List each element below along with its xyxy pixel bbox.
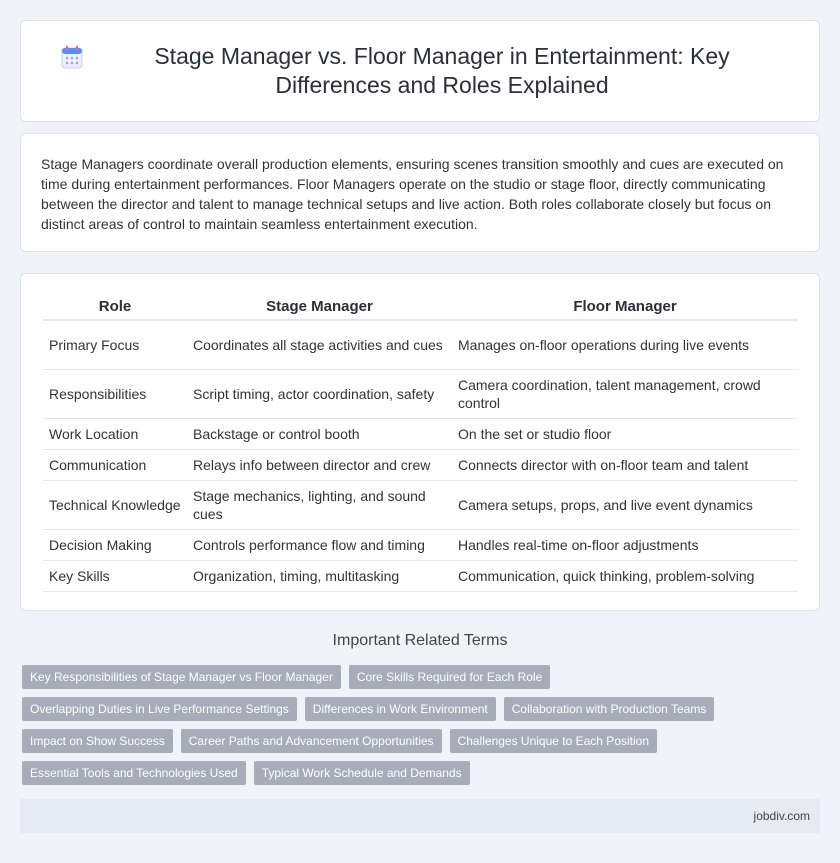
footer [20, 799, 820, 833]
related-term-tag[interactable]: Career Paths and Advancement Opportunities [181, 729, 442, 753]
floor-manager-cell: Handles real-time on-floor adjustments [452, 529, 798, 560]
calendar-icon [61, 45, 83, 69]
table-row [43, 480, 798, 529]
stage-manager-cell: Relays info between director and crew [187, 449, 452, 480]
floor-manager-cell: Camera coordination, talent management, crowd control [452, 369, 798, 418]
table-header-row [43, 294, 798, 320]
header-floor-manager: Floor Manager [452, 294, 798, 320]
intro-card [20, 133, 820, 252]
related-term-tag[interactable]: Essential Tools and Technologies Used [22, 761, 246, 785]
header-role: Role [43, 294, 187, 320]
tag-row [22, 697, 822, 721]
table-row [43, 369, 798, 418]
title-row [21, 21, 819, 121]
stage-manager-cell: Coordinates all stage activities and cues [187, 320, 452, 369]
tag-row [22, 761, 822, 785]
intro-paragraph: Stage Managers coordinate overall production elements, ensuring scenes transition smoothly and cues are executed on time during entertainment performances. Floor Managers operate on the studio or stage floor, directly communicating between the director and talent to manage technical setups and live action. Both roles collaborate closely but focus on distinct areas of control to maintain seamless entertainment execution. [41, 156, 784, 232]
comparison-table [43, 294, 798, 592]
header-stage-manager: Stage Manager [187, 294, 452, 320]
related-terms-title: Important Related Terms [332, 632, 508, 649]
table-row [43, 529, 798, 560]
row-label: Work Location [43, 418, 187, 449]
related-term-tag[interactable]: Collaboration with Production Teams [504, 697, 715, 721]
stage-manager-cell: Stage mechanics, lighting, and sound cues [187, 480, 452, 529]
floor-manager-cell: Connects director with on-floor team and talent [452, 449, 798, 480]
related-term-tag[interactable]: Key Responsibilities of Stage Manager vs Floor Manager [22, 665, 341, 689]
floor-manager-cell: Manages on-floor operations during live events [452, 320, 798, 369]
table-row [43, 418, 798, 449]
row-label: Key Skills [43, 560, 187, 591]
stage-manager-cell: Organization, timing, multitasking [187, 560, 452, 591]
tag-row [22, 729, 822, 753]
footer-site-link[interactable]: jobdiv.com [753, 809, 810, 823]
row-label: Primary Focus [43, 320, 187, 369]
related-terms-list [22, 665, 822, 793]
page-title: Stage Manager vs. Floor Manager in Entertainment: Key Differences and Roles Explained [154, 43, 730, 98]
title-card [20, 20, 820, 122]
stage-manager-cell: Backstage or control booth [187, 418, 452, 449]
floor-manager-cell: Camera setups, props, and live event dynamics [452, 480, 798, 529]
row-label: Technical Knowledge [43, 480, 187, 529]
related-term-tag[interactable]: Challenges Unique to Each Position [450, 729, 657, 753]
floor-manager-cell: On the set or studio floor [452, 418, 798, 449]
related-term-tag[interactable]: Impact on Show Success [22, 729, 173, 753]
table-row [43, 449, 798, 480]
table-row [43, 560, 798, 591]
table-row [43, 320, 798, 369]
related-term-tag[interactable]: Overlapping Duties in Live Performance Settings [22, 697, 297, 721]
related-term-tag[interactable]: Typical Work Schedule and Demands [254, 761, 470, 785]
stage-manager-cell: Script timing, actor coordination, safety [187, 369, 452, 418]
comparison-card [20, 273, 820, 611]
stage-manager-cell: Controls performance flow and timing [187, 529, 452, 560]
row-label: Decision Making [43, 529, 187, 560]
row-label: Responsibilities [43, 369, 187, 418]
tag-row [22, 665, 822, 689]
related-term-tag[interactable]: Core Skills Required for Each Role [349, 665, 550, 689]
floor-manager-cell: Communication, quick thinking, problem-solving [452, 560, 798, 591]
row-label: Communication [43, 449, 187, 480]
related-term-tag[interactable]: Differences in Work Environment [305, 697, 496, 721]
